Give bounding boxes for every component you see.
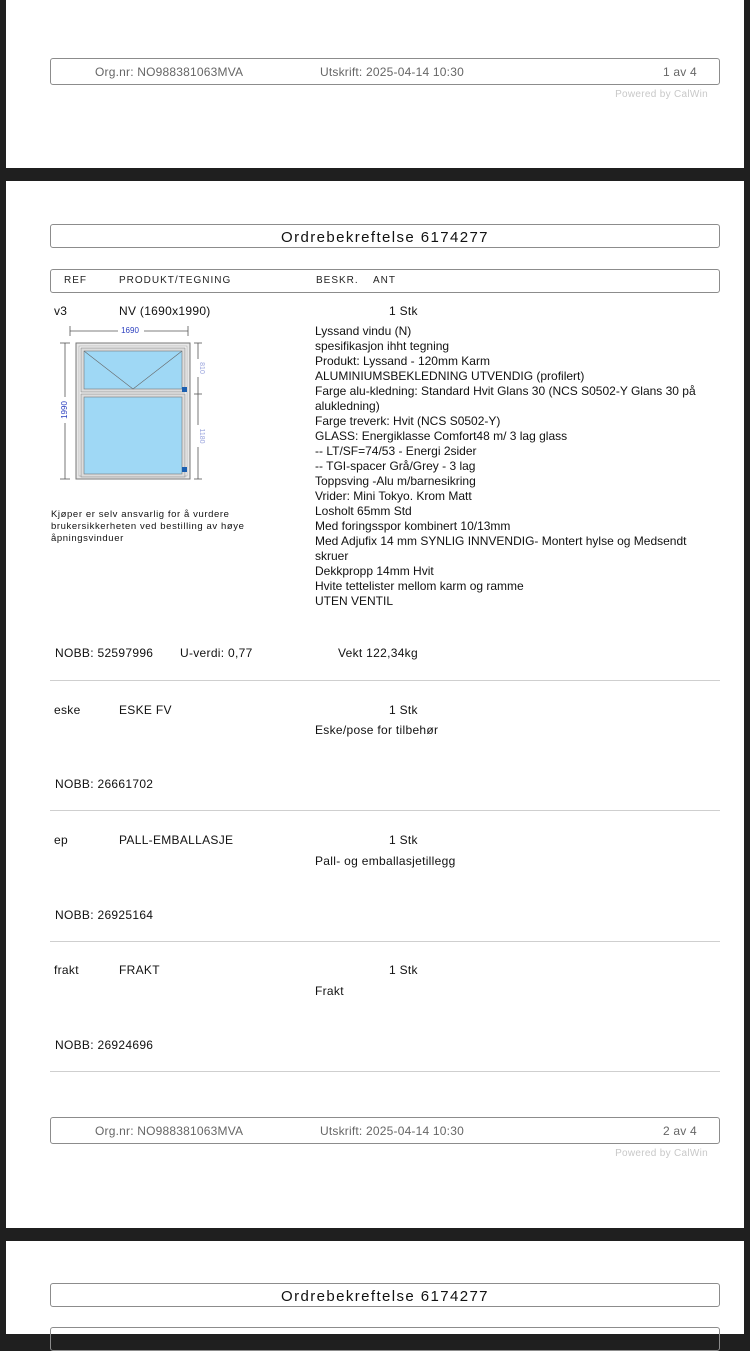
item-qty: 1 Stk bbox=[389, 833, 418, 847]
item-ref: ep bbox=[54, 833, 68, 847]
powered-by: Powered by CalWin bbox=[615, 1148, 708, 1159]
item-description: Eske/pose for tilbehør bbox=[315, 723, 439, 737]
item-qty: 1 Stk bbox=[389, 703, 418, 717]
top-sash-label: 810 bbox=[198, 362, 205, 374]
u-value: U-verdi: 0,77 bbox=[180, 646, 253, 660]
item-qty: 1 Stk bbox=[389, 963, 418, 977]
item-product: ESKE FV bbox=[119, 703, 172, 717]
page-footer bbox=[50, 58, 720, 85]
document-title: Ordrebekreftelse 6174277 bbox=[281, 229, 489, 246]
print-timestamp: Utskrift: 2025-04-14 10:30 bbox=[320, 65, 464, 79]
column-header bbox=[50, 1327, 720, 1351]
page-number: 2 av 4 bbox=[663, 1124, 697, 1138]
column-header bbox=[50, 269, 720, 293]
item-description: Frakt bbox=[315, 984, 344, 998]
nobb-number: NOBB: 26661702 bbox=[55, 777, 154, 791]
org-number: Org.nr: NO988381063MVA bbox=[95, 65, 244, 79]
page-footer bbox=[50, 1117, 720, 1144]
item-ref: v3 bbox=[54, 304, 68, 318]
item-ref: eske bbox=[54, 703, 81, 717]
col-product: PRODUKT/TEGNING bbox=[119, 275, 232, 286]
item-ref: frakt bbox=[54, 963, 79, 977]
nobb-number: NOBB: 26925164 bbox=[55, 908, 154, 922]
col-ref: REF bbox=[64, 275, 87, 286]
item-qty: 1 Stk bbox=[389, 304, 418, 318]
row-divider bbox=[50, 810, 720, 811]
nobb-number: NOBB: 52597996 bbox=[55, 646, 154, 660]
item-description: Lyssand vindu (N) spesifikasjon ihht tegning Produkt: Lyssand - 120mm Karm ALUMINIUMSBEKLEDNING UTVENDIG (profilert) Farge alu-kledning: Standard Hvit Glans 30 (NCS S0502-Y Glans 30 på alukledning) Farge treverk: Hvit (NCS S0502-Y) GLASS: Energiklasse Comfort48 m/ 3 lag glass -- LT/SF=74/53 - Energi 2sider -- TGI-spacer Grå/Grey - 3 lag Toppsving -Alu m/barnesikring Vrider: Mini Tokyo. Krom Matt Losholt 65mm Std Med foringsspor kombinert 10/13mm Med Adjufix 14 mm SYNLIG INNVENDIG- Montert hylse og Medsendt skruer Dekkpropp 14mm Hvit Hvite tettelister mellom karm og ramme UTEN VENTIL bbox=[315, 324, 696, 608]
item-description: Pall- og emballasjetillegg bbox=[315, 854, 456, 868]
row-divider bbox=[50, 941, 720, 942]
document-title: Ordrebekreftelse 6174277 bbox=[281, 1288, 489, 1305]
nobb-number: NOBB: 26924696 bbox=[55, 1038, 154, 1052]
item-product: NV (1690x1990) bbox=[119, 304, 211, 318]
col-qty: ANT bbox=[373, 275, 396, 286]
row-divider bbox=[50, 1071, 720, 1072]
height-label: 1990 bbox=[60, 401, 69, 419]
page-3 bbox=[6, 1241, 744, 1334]
print-timestamp: Utskrift: 2025-04-14 10:30 bbox=[320, 1124, 464, 1138]
bottom-sash-label: 1180 bbox=[198, 428, 205, 444]
page-number: 1 av 4 bbox=[663, 65, 697, 79]
window-drawing bbox=[48, 323, 208, 483]
row-divider bbox=[50, 680, 720, 681]
item-product: PALL-EMBALLASJE bbox=[119, 833, 234, 847]
document-title-box bbox=[50, 1283, 720, 1307]
powered-by: Powered by CalWin bbox=[615, 89, 708, 100]
document-title-box bbox=[50, 224, 720, 248]
col-desc: BESKR. bbox=[316, 275, 359, 286]
item-product: FRAKT bbox=[119, 963, 160, 977]
width-label: 1690 bbox=[121, 326, 139, 335]
page-2 bbox=[6, 181, 744, 1228]
page-1 bbox=[6, 0, 744, 168]
safety-note: Kjøper er selv ansvarlig for å vurdere brukersikkerheten ved bestilling av høye åpningsvinduer bbox=[51, 509, 245, 544]
weight: Vekt 122,34kg bbox=[338, 646, 418, 660]
org-number: Org.nr: NO988381063MVA bbox=[95, 1124, 244, 1138]
